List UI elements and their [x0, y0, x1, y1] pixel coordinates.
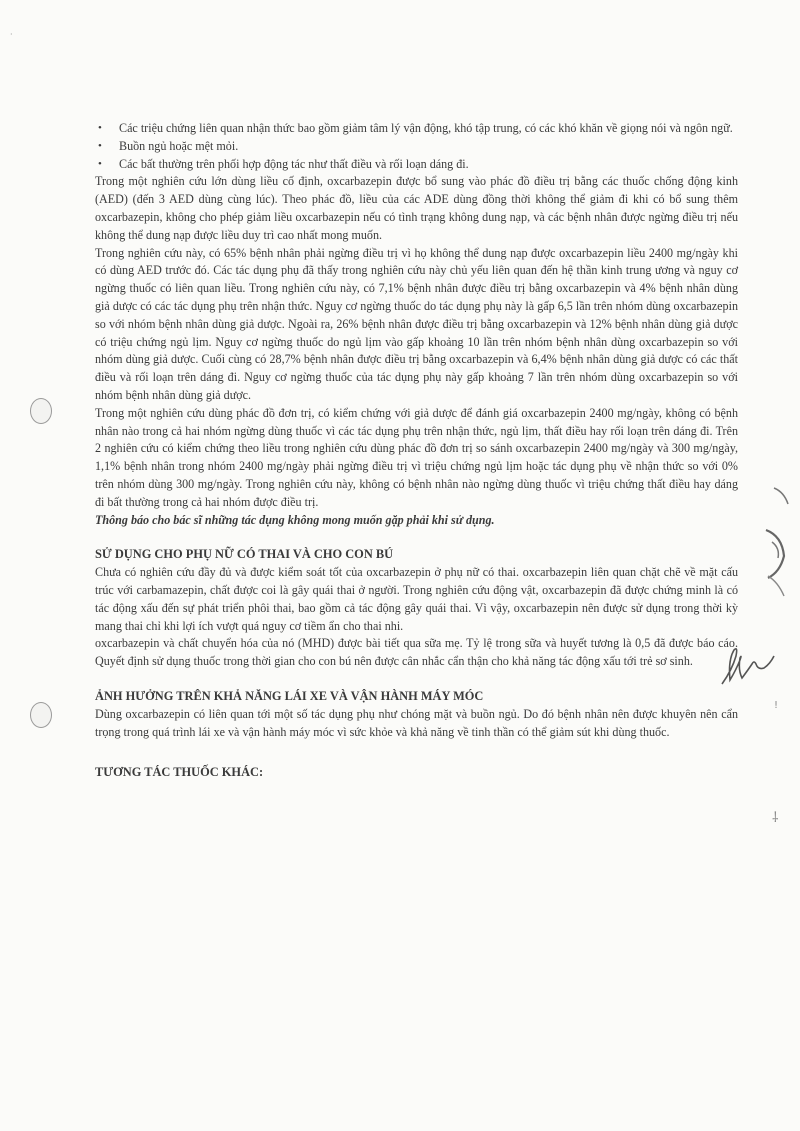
paragraph-lactation: oxcarbazepin và chất chuyển hóa của nó (MHD) được bài tiết qua sữa mẹ. Tỷ lệ trong sữa và huyết tương là 0,5 đã được báo cáo. Quyết định sử dụng thuốc trong thời gian cho con bú nên được cân nhắc cẩn thận cho khả năng tác động xấu tới trẻ sơ sinh. — [95, 636, 738, 669]
list-item — [95, 156, 738, 174]
bullet-icon: • — [98, 122, 102, 134]
list-item-text: Các triệu chứng liên quan nhận thức bao gồm giảm tâm lý vận động, khó tập trung, có các khó khăn về giọng nói và ngôn ngữ. — [119, 121, 733, 135]
side-effect-list — [95, 120, 738, 173]
list-item — [95, 138, 738, 156]
list-item-text: Các bất thường trên phối hợp động tác như thất điều và rối loạn dáng đi. — [119, 156, 469, 171]
paragraph-driving: Dùng oxcarbazepin có liên quan tới một số tác dụng phụ như chóng mặt và buồn ngủ. Do đó bệnh nhân nên được khuyên nên cẩn trọng trong quá trình lái xe và vận hành máy móc vì sức khỏe và khả năng về tinh thần có thể giảm sút khi dùng thuốc. — [95, 706, 738, 739]
physician-notice: Thông báo cho bác sĩ những tác dụng không mong muốn gặp phải khi sử dụng. — [95, 512, 495, 527]
paragraph-pregnancy: Chưa có nghiên cứu đầy đủ và được kiểm soát tốt của oxcarbazepin ở phụ nữ có thai. oxcarbazepin liên quan chặt chẽ về mặt cấu trúc với carbamazepin, chất được coi là gây quái thai ở người. Trong nghiên cứu động vật, oxcarbazepin đã được chứng minh là có tác động xấu đến sự phát triển phôi thai, bao gồm cả tác động gây quái thai. Vì vậy, oxcarbazepin nên được sử dụng trong thời kỳ mang thai chỉ khi lợi ích vượt quá nguy cơ tiềm ẩn cho thai nhi. — [95, 565, 738, 633]
stamp-fragment-icon — [760, 480, 800, 600]
margin-dot: · — [10, 30, 13, 39]
section-heading-interactions: TƯƠNG TÁC THUỐC KHÁC: — [95, 765, 264, 780]
document-body — [95, 120, 738, 782]
bullet-icon: • — [98, 157, 102, 170]
paragraph-discontinuation: Trong nghiên cứu này, có 65% bệnh nhân phải ngừng điều trị vì họ không thể dung nạp được oxcarbazepin liều 2400 mg/ngày khi có dùng AED trước đó. Các tác dụng phụ đã thấy trong nghiên cứu này chủ yếu liên quan đến hệ thần kinh trung ương và nguy cơ ngừng thuốc có liên quan liều. Trong nghiên cứu này, có 7,1% bệnh nhân được điều trị bằng oxcarbazepin và 4% bệnh nhân dùng giả dược có các tác dụng phụ trên nhận thức. Nguy cơ ngừng thuốc do tác dụng phụ này là gấp 6,5 lần trên nhóm dùng oxcarbazepin so với nhóm bệnh nhân dùng giả dược. Ngoài ra, 26% bệnh nhân được điều trị bằng oxcarbazepin và 12% bệnh nhân dùng giả dược có triệu chứng ngủ lịm. Nguy cơ ngừng thuốc do ngủ lịm vào gấp khoảng 10 lần trên nhóm bệnh nhân dùng oxcarbazepin so với nhóm dùng giả dược. Cuối cùng có 28,7% bệnh nhân được điều trị bằng oxcarbazepin và 6,4% bệnh nhân dùng giả dược có các thất điều và rối loạn trên dáng đi. Nguy cơ ngừng thuốc của tác dụng phụ này gấp khoảng 7 lần trên nhóm dùng oxcarbazepin so với nhóm bệnh nhân dùng giả dược. — [95, 245, 738, 402]
bullet-icon: • — [98, 139, 102, 152]
punch-hole-top — [30, 398, 52, 424]
margin-mark: ! — [774, 700, 779, 711]
paragraph-monotherapy: Trong một nghiên cứu dùng phác đồ đơn trị, có kiểm chứng với giả dược để đánh giá oxcarbazepin 2400 mg/ngày, không có bệnh nhân nào trong cả hai nhóm ngừng dùng thuốc vì các tác dụng phụ trên nhận thức, ngủ lịm, thất điều hay rối loạn trên dáng đi. Trên 2 nghiên cứu có kiểm chứng theo liều trong nghiên cứu dùng phác đồ đơn trị so sánh oxcarbazepin 2400 mg/ngày và 300 mg/ngày, 1,1% bệnh nhân trong nhóm 2400 mg/ngày phải ngừng điều trị vì triệu chứng ngủ lịm hoặc tác dụng phụ về nhận thức so với 0% trên nhóm dùng 300 mg/ngày. Trong nghiên cứu này, không có bệnh nhân nào ngừng dùng thuốc vì triệu chứng thất điều hay dáng đi bất thường trong cả hai nhóm được điều trị. — [95, 405, 738, 509]
list-item — [95, 120, 738, 138]
margin-mark: ⸸ — [772, 810, 779, 826]
section-heading-driving: ẢNH HƯỞNG TRÊN KHẢ NĂNG LÁI XE VÀ VẬN HÀNH MÁY MÓC — [95, 688, 484, 703]
list-item-text: Buồn ngủ hoặc mệt mỏi. — [119, 138, 239, 153]
punch-hole-bottom — [30, 702, 52, 728]
paragraph-fixed-dose-study: Trong một nghiên cứu lớn dùng liều cố định, oxcarbazepin được bổ sung vào phác đồ điều trị bằng các thuốc chống động kinh (AED) (đến 3 AED dùng cùng lúc). Theo phác đồ, liều của các ADE dùng đồng thời không thể giảm đi khi có bổ sung thêm oxcarbazepin, không cho phép giảm liều oxcarbazepin nếu có tình trạng không dung nạp, và các bệnh nhân được ngừng điều trị nếu không thể dung nạp được liều duy trì cao nhất mong muốn. — [95, 174, 738, 242]
section-heading-pregnancy: SỬ DỤNG CHO PHỤ NỮ CÓ THAI VÀ CHO CON BÚ — [95, 547, 394, 562]
